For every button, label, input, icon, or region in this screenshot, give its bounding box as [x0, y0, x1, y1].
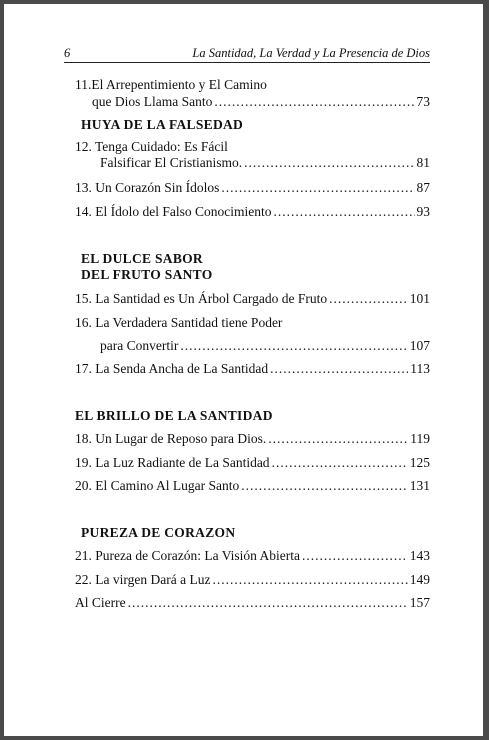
- section-heading-2-line2: DEL FRUTO SANTO: [81, 267, 213, 282]
- toc-entry-14: [75, 203, 430, 221]
- toc-entry-22: [75, 571, 430, 589]
- section-heading-4: PUREZA DE CORAZON: [81, 525, 236, 540]
- toc-entry-12: [100, 154, 430, 172]
- toc-page-closing: 157: [409, 595, 430, 610]
- leader-dots: [180, 337, 407, 355]
- leader-dots: [128, 594, 408, 612]
- toc-entry-12-line1: 12. Tenga Cuidado: Es Fácil: [75, 139, 228, 154]
- toc-page-15: 101: [409, 291, 430, 306]
- page-number: 6: [64, 46, 71, 60]
- toc-page-16: 107: [409, 338, 430, 353]
- toc-entry-21-text: 21. Pureza de Corazón: La Visión Abierta: [75, 548, 301, 563]
- toc-entry-18-text: 18. Un Lugar de Reposo para Dios.: [75, 431, 267, 446]
- leader-dots: [244, 154, 414, 172]
- toc-entry-19-text: 19. La Luz Radiante de La Santidad: [75, 455, 270, 470]
- toc-entry-13-text: 13. Un Corazón Sin Ídolos: [75, 180, 220, 195]
- toc-entry-16-line1: 16. La Verdadera Santidad tiene Poder: [75, 315, 283, 330]
- running-title: La Santidad, La Verdad y La Presencia de Dios: [192, 46, 430, 60]
- toc-page-22: 149: [409, 572, 430, 587]
- toc-entry-20-text: 20. El Camino Al Lugar Santo: [75, 478, 240, 493]
- toc-entry-17-text: 17. La Senda Ancha de La Santidad: [75, 361, 269, 376]
- toc-page-13: 87: [416, 180, 430, 195]
- toc-entry-20: [75, 477, 430, 495]
- toc-page-17: 113: [410, 361, 430, 376]
- toc-entry-closing: [75, 594, 430, 612]
- toc-entry-closing-text: Al Cierre: [75, 595, 126, 610]
- leader-dots: [302, 547, 408, 565]
- toc-entry-13: [75, 179, 430, 197]
- toc-entry-14-text: 14. El Ídolo del Falso Conocimiento: [75, 204, 272, 219]
- toc-entry-19: [75, 454, 430, 472]
- book-page: [4, 4, 483, 736]
- leader-dots: [214, 93, 414, 111]
- toc-page-12: 81: [416, 155, 430, 170]
- leader-dots: [221, 179, 414, 197]
- toc-entry-16: [100, 337, 430, 355]
- leader-dots: [270, 360, 408, 378]
- leader-dots: [241, 477, 408, 495]
- toc-entry-11-line1: 11.El Arrepentimiento y El Camino: [75, 77, 267, 92]
- toc-entry-22-text: 22. La virgen Dará a Luz: [75, 572, 211, 587]
- toc-entry-15: [75, 290, 430, 308]
- toc-page-18: 119: [410, 431, 430, 446]
- leader-dots: [273, 203, 414, 221]
- toc-page-14: 93: [416, 204, 430, 219]
- section-heading-1: HUYA DE LA FALSEDAD: [81, 117, 244, 132]
- toc-entry-11-line2: que Dios Llama Santo: [92, 94, 213, 109]
- leader-dots: [268, 430, 408, 448]
- toc-page-20: 131: [409, 478, 430, 493]
- toc-page-11: 73: [416, 94, 430, 109]
- toc-entry-17: [75, 360, 430, 378]
- toc-entry-15-text: 15. La Santidad es Un Árbol Cargado de Fruto: [75, 291, 328, 306]
- toc-entry-16-line2: para Convertir: [100, 338, 179, 353]
- leader-dots: [212, 571, 407, 589]
- section-heading-3: EL BRILLO DE LA SANTIDAD: [75, 408, 273, 423]
- leader-dots: [272, 454, 408, 472]
- running-header: [64, 44, 430, 63]
- toc-page-21: 143: [409, 548, 430, 563]
- section-heading-2-line1: EL DULCE SABOR: [81, 251, 203, 266]
- toc-page-19: 125: [409, 455, 430, 470]
- toc-entry-11: [92, 93, 430, 111]
- toc-entry-18: [75, 430, 430, 448]
- toc-entry-21: [75, 547, 430, 565]
- leader-dots: [329, 290, 408, 308]
- toc-entry-12-line2: Falsificar El Cristianismo.: [100, 155, 243, 170]
